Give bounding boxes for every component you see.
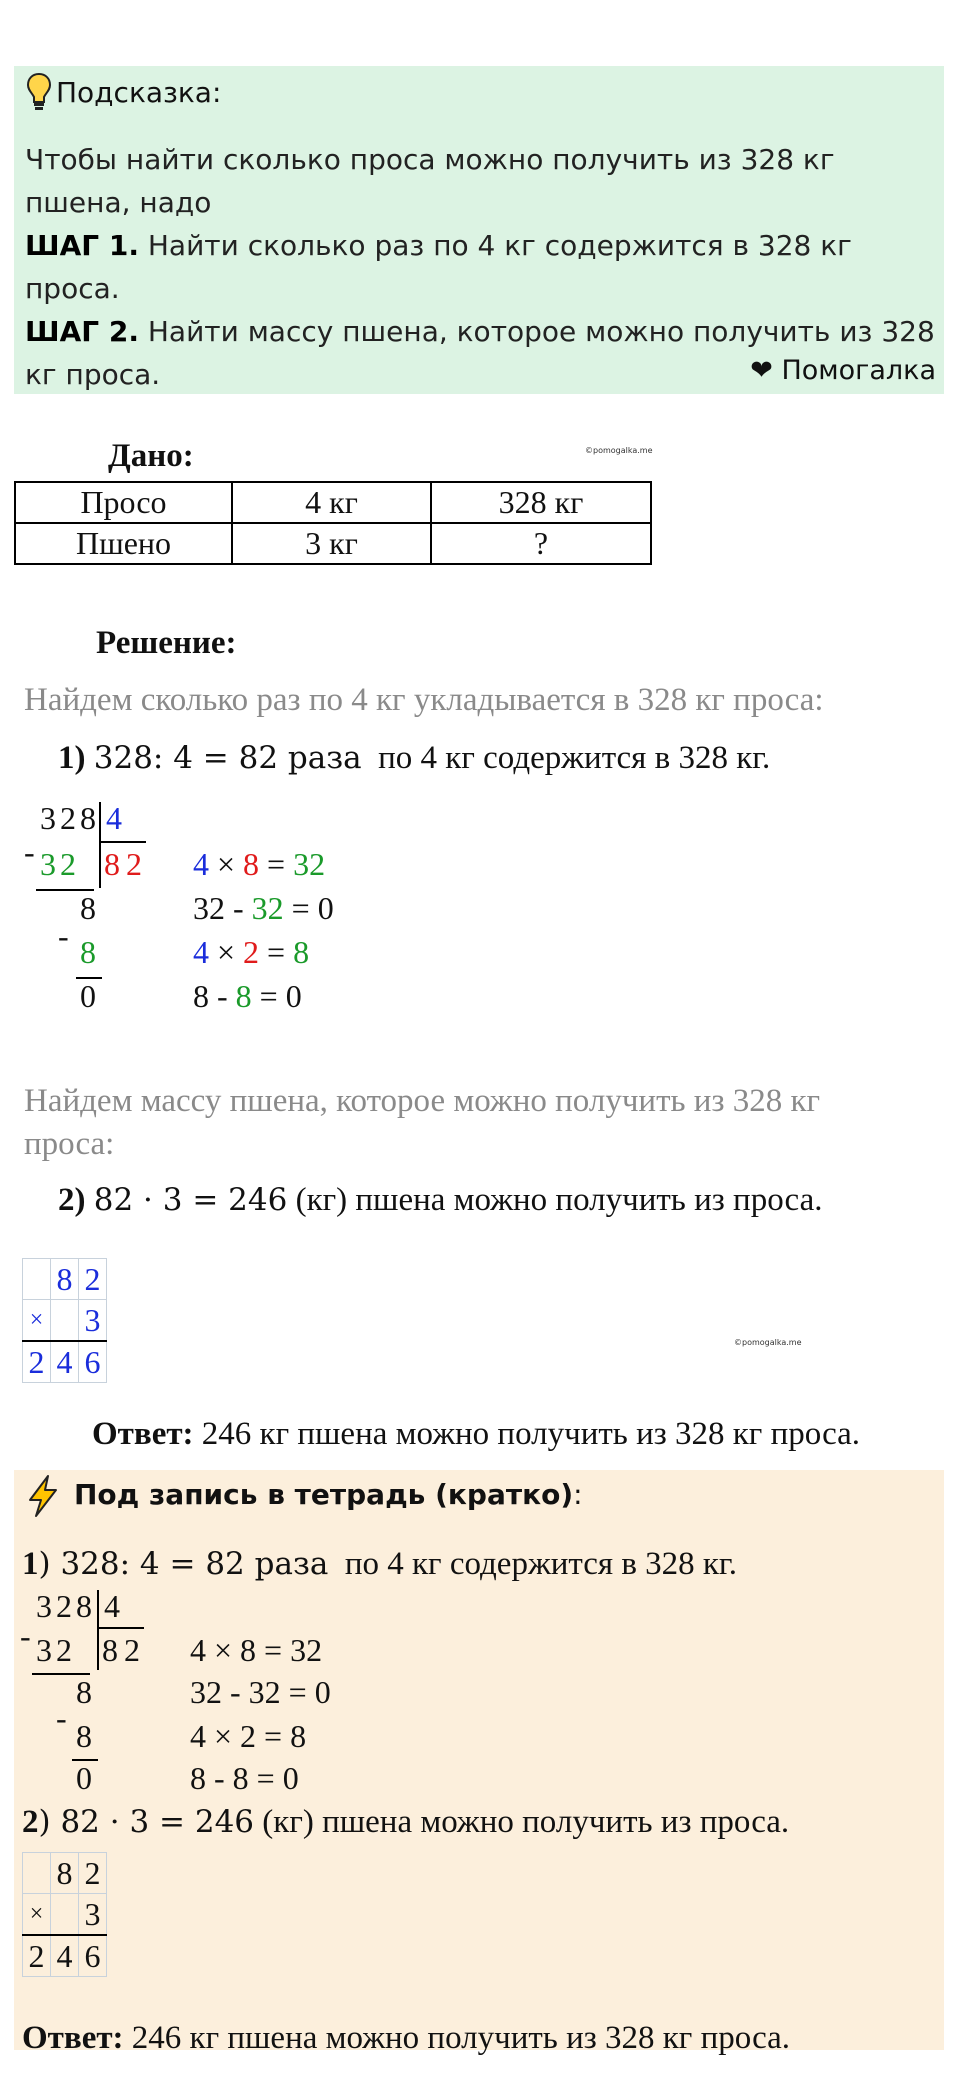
lightbulb-icon [26, 72, 52, 112]
line2-expression: ) 82 · 3 = 246 [38, 1804, 255, 1840]
line2-number: 2 [22, 1804, 39, 1840]
heart-icon: ❤ [750, 355, 773, 386]
table-cell: 328 кг [431, 482, 651, 523]
step1-expression: 328: 4 = 82 раза [93, 740, 362, 776]
check-eq: = [259, 978, 278, 1014]
check-line: 32 - 32 = 0 [190, 1674, 331, 1710]
given-table [14, 481, 652, 565]
check-line [193, 846, 325, 883]
table-cell: 6 [79, 1341, 107, 1383]
notebook-title-colon: : [573, 1478, 583, 1511]
brand-name: Помогалка [781, 355, 936, 386]
line2-text: (кг) пшена можно получить из проса. [262, 1804, 790, 1840]
check-eq: = [267, 846, 286, 882]
table-cell: 2 [79, 1853, 107, 1894]
table-row [15, 482, 651, 523]
check-b: 8 [235, 978, 252, 1014]
table-cell: 3 кг [232, 523, 431, 564]
check-op: × [217, 846, 236, 882]
remainder-2: 0 [76, 1760, 92, 1796]
given-title: Дано: [108, 438, 194, 474]
step1-text: по 4 кг содержится в 328 кг. [378, 740, 771, 776]
step2-number: 2) [58, 1182, 86, 1218]
notebook-line1 [22, 1546, 737, 1583]
watermark: ©pomogalka.me [734, 1338, 802, 1347]
check-line: 8 - 8 = 0 [190, 1760, 299, 1796]
multiply-sign: × [23, 1300, 51, 1342]
check-op: - [233, 890, 244, 926]
subtrahend-1: 32 [36, 1632, 76, 1668]
check-r: 0 [285, 978, 302, 1014]
step1-text: Найти сколько раз по 4 кг содержится в 328 кг проса. [25, 229, 852, 305]
multiplication-grid [22, 1258, 107, 1383]
table-cell: 8 [51, 1259, 79, 1300]
check-a: 4 [193, 934, 209, 970]
notebook-answer [22, 2020, 790, 2057]
lightning-icon [24, 1474, 62, 1518]
table-cell: 3 [79, 1300, 107, 1342]
answer-label: Ответ: [92, 1416, 194, 1452]
quotient [104, 846, 148, 883]
step1-number: 1) [58, 740, 86, 776]
check-line: 4 × 2 = 8 [190, 1718, 307, 1754]
answer-text: 246 кг пшена можно получить из 328 кг проса. [193, 1416, 861, 1452]
answer [92, 1416, 860, 1453]
remainder-1: 8 [76, 1674, 92, 1710]
answer-text: 246 кг пшена можно получить из 328 кг проса. [123, 2020, 791, 2056]
check-line [193, 890, 334, 927]
subtrahend-1: 32 [40, 846, 80, 882]
table-row [23, 1300, 107, 1342]
check-b: 32 [251, 890, 284, 926]
quotient-digit: 2 [124, 1632, 146, 1668]
minus-sign: - [56, 1700, 67, 1736]
check-a: 32 [193, 890, 225, 926]
solution-intro1: Найдем сколько раз по 4 кг укладывается в 328 кг проса: [24, 682, 824, 718]
hint-title: Подсказка: [56, 76, 222, 109]
table-cell: 4 [51, 1935, 79, 1977]
check-line [193, 934, 309, 971]
check-eq: = [267, 934, 286, 970]
step2-text: Найти массу пшена, которое можно получить из 328 кг проса. [25, 315, 935, 391]
table-row [23, 1259, 107, 1300]
check-a: 4 [193, 846, 209, 882]
subtrahend-2: 8 [76, 1718, 92, 1754]
check-line: 4 × 8 = 32 [190, 1632, 323, 1668]
check-b: 8 [243, 846, 260, 882]
dividend: 328 [36, 1588, 96, 1624]
notebook-title-text: Под запись в тетрадь (кратко) [74, 1478, 574, 1511]
table-cell [51, 1894, 79, 1936]
table-cell: 4 кг [232, 482, 431, 523]
minus-sign: - [20, 1618, 31, 1654]
dividend: 328 [40, 800, 100, 836]
minus-sign: - [24, 834, 35, 870]
hint-line1: Чтобы найти сколько проса можно получить из 328 кг пшена, надо [25, 143, 835, 219]
step2-label: ШАГ 2. [25, 315, 139, 348]
table-row [23, 1853, 107, 1894]
solution-title: Решение: [96, 625, 237, 661]
subtrahend-2: 8 [80, 934, 96, 970]
table-row [23, 1341, 107, 1383]
remainder-2: 0 [80, 978, 96, 1014]
solution-step2 [58, 1182, 822, 1219]
quotient-digit: 8 [102, 1632, 124, 1668]
table-cell: 2 [23, 1935, 51, 1977]
answer-label: Ответ: [22, 2020, 124, 2056]
quotient-digit: 2 [126, 846, 148, 882]
brand-label[interactable] [750, 355, 936, 386]
solution-step1 [58, 740, 770, 777]
table-cell: 3 [79, 1894, 107, 1936]
step2-text: (кг) пшена можно получить из проса. [295, 1182, 823, 1218]
check-r: 32 [293, 846, 326, 882]
table-row [15, 523, 651, 564]
check-line [193, 978, 302, 1015]
check-eq: = [291, 890, 310, 926]
table-cell: ? [431, 523, 651, 564]
check-b: 2 [243, 934, 260, 970]
check-op: - [217, 978, 228, 1014]
notebook-title [74, 1478, 583, 1511]
table-cell: Пшено [15, 523, 232, 564]
solution-intro2: Найдем массу пшена, которое можно получить из 328 кг проса: [24, 1083, 821, 1162]
table-cell: 6 [79, 1935, 107, 1977]
notebook-line2 [22, 1804, 789, 1841]
table-cell: Просо [15, 482, 232, 523]
step2-expression: 82 · 3 = 246 [93, 1182, 288, 1218]
line1-number: 1 [22, 1546, 39, 1582]
table-cell [23, 1853, 51, 1894]
check-r: 0 [317, 890, 334, 926]
table-cell [23, 1259, 51, 1300]
remainder-1: 8 [80, 890, 96, 926]
table-row [23, 1894, 107, 1936]
step1-label: ШАГ 1. [25, 229, 139, 262]
minus-sign: - [58, 918, 69, 954]
table-cell: 2 [23, 1341, 51, 1383]
quotient [102, 1632, 146, 1669]
divisor: 4 [106, 800, 122, 836]
notebook-multiplication-grid [22, 1852, 107, 1977]
line1-text: по 4 кг содержится в 328 кг. [344, 1546, 737, 1582]
check-op: × [217, 934, 236, 970]
table-row [23, 1935, 107, 1977]
watermark: ©pomogalka.me [585, 446, 653, 455]
divisor: 4 [104, 1588, 120, 1624]
line1-expression: ) 328: 4 = 82 раза [38, 1546, 329, 1582]
table-cell: 4 [51, 1341, 79, 1383]
check-r: 8 [293, 934, 310, 970]
table-cell: 2 [79, 1259, 107, 1300]
check-a: 8 [193, 978, 209, 1014]
multiply-sign: × [23, 1894, 51, 1936]
quotient-digit: 8 [104, 846, 126, 882]
table-cell [51, 1300, 79, 1342]
table-cell: 8 [51, 1853, 79, 1894]
hint-step1 [25, 224, 935, 310]
